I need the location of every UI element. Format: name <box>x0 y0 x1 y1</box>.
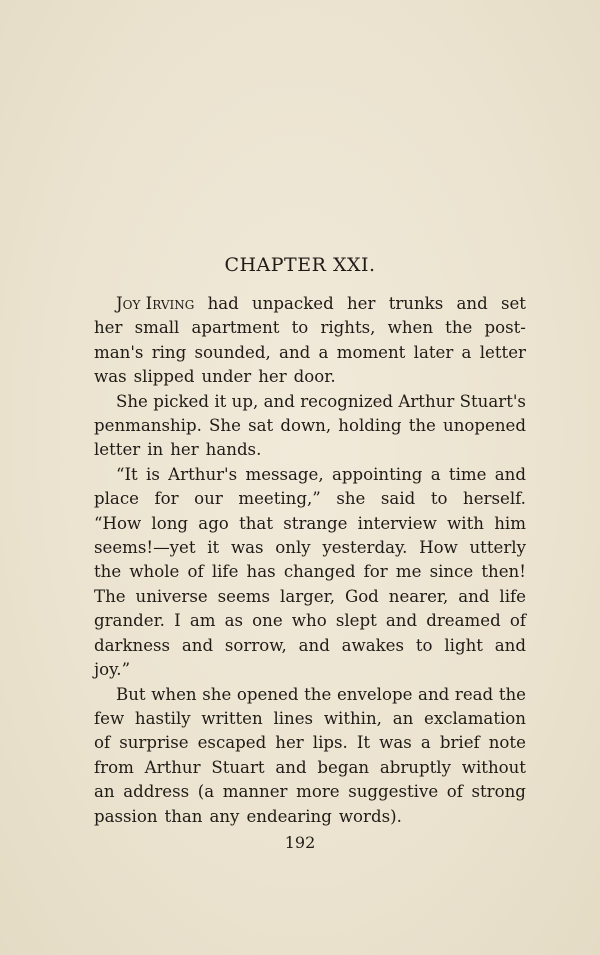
word: whole <box>129 562 180 582</box>
word: was <box>94 367 127 387</box>
word: she <box>336 489 366 509</box>
word: strong <box>471 782 526 802</box>
word: apartment <box>191 318 280 338</box>
text-line <box>94 634 526 658</box>
word: him <box>494 513 526 533</box>
word: the <box>94 562 122 582</box>
word: of <box>187 562 204 582</box>
word: appointing <box>331 464 423 484</box>
word: it <box>207 538 220 558</box>
word: opened <box>236 684 299 704</box>
word: Arthur <box>144 757 201 777</box>
word: abruptly <box>379 757 451 777</box>
word: nearer, <box>388 586 449 606</box>
word: letter <box>479 342 526 362</box>
word: when <box>151 684 197 704</box>
text-line <box>94 292 526 316</box>
word: awakes <box>341 635 405 655</box>
word: door. <box>293 367 336 387</box>
word: life <box>211 562 239 582</box>
word: and <box>458 586 490 606</box>
word: of <box>446 782 463 802</box>
word: the <box>445 318 473 338</box>
word: suggestive <box>348 782 439 802</box>
word: was <box>379 733 412 753</box>
word: a <box>461 342 472 362</box>
word: her <box>170 440 199 460</box>
word: Stuart's <box>459 391 526 411</box>
word: and <box>494 464 526 484</box>
word: joy.” <box>94 660 131 680</box>
word: from <box>94 757 134 777</box>
word: her <box>346 294 376 313</box>
word: and <box>181 635 214 655</box>
word: to <box>415 635 433 655</box>
word: strange <box>283 513 348 533</box>
word: and <box>263 391 295 411</box>
word: life <box>499 586 526 606</box>
word: her <box>258 367 287 387</box>
word: than <box>164 806 203 826</box>
text-line <box>94 414 526 438</box>
word: sorrow, <box>224 635 287 655</box>
word: written <box>201 708 263 728</box>
word: to <box>430 489 448 509</box>
word: and <box>385 611 418 631</box>
word: How <box>419 538 458 558</box>
word: lips. <box>312 733 348 753</box>
word: Stuart <box>211 757 265 777</box>
text-line <box>94 658 526 682</box>
word: an <box>392 708 414 728</box>
text-line <box>94 487 526 511</box>
word: herself. <box>463 489 526 509</box>
word: she <box>202 684 232 704</box>
word: small <box>134 318 180 338</box>
word: a <box>420 733 431 753</box>
word: was <box>230 538 264 558</box>
text-line <box>94 731 526 755</box>
word: interview <box>357 513 437 533</box>
word: light <box>444 635 483 655</box>
word: of <box>509 611 526 631</box>
word: rights, <box>320 318 376 338</box>
text-line <box>94 780 526 804</box>
word: has <box>246 562 276 582</box>
word: picked <box>153 391 209 411</box>
paragraph <box>94 292 526 390</box>
text-line <box>94 438 526 462</box>
chapter-heading: CHAPTER XXI. <box>224 254 376 276</box>
word: for <box>363 562 388 582</box>
word: escaped <box>197 733 267 753</box>
word: down, <box>280 416 332 436</box>
word: a <box>318 342 329 362</box>
word: moment <box>336 342 406 362</box>
word: grander. <box>94 611 165 631</box>
word: one <box>252 611 283 631</box>
word: seems <box>217 586 271 606</box>
word: (a <box>197 782 215 802</box>
word: It <box>356 733 371 753</box>
word: then! <box>481 562 526 582</box>
word: address <box>123 782 190 802</box>
word: a <box>430 464 441 484</box>
word: and <box>279 342 311 362</box>
word: endearing <box>246 806 332 826</box>
word: larger, <box>280 586 335 606</box>
word: as <box>224 611 244 631</box>
paragraph <box>94 463 526 683</box>
body-text <box>94 292 526 829</box>
word: few <box>94 708 125 728</box>
word: time <box>448 464 487 484</box>
word: words). <box>338 806 402 826</box>
word: exclamation <box>424 708 526 728</box>
word: her <box>94 318 123 338</box>
text-line <box>94 585 526 609</box>
word: “It <box>116 464 138 484</box>
word: and <box>456 294 488 313</box>
word: But <box>116 684 146 704</box>
word: dreamed <box>426 611 501 631</box>
word: only <box>275 538 311 558</box>
word: place <box>94 489 139 509</box>
word: passion <box>94 806 158 826</box>
word: and <box>298 635 330 655</box>
word: She <box>116 391 148 411</box>
word: Arthur's <box>168 464 238 484</box>
word: I <box>174 611 181 631</box>
word: me <box>395 562 422 582</box>
word: began <box>317 757 370 777</box>
word: “How <box>94 513 142 533</box>
word: who <box>291 611 327 631</box>
word: and <box>275 757 307 777</box>
word: darkness <box>94 635 171 655</box>
word: man's <box>94 342 144 362</box>
page-number: 192 <box>284 833 316 852</box>
word: under <box>201 367 252 387</box>
word: slept <box>335 611 377 631</box>
word: holding <box>338 416 402 436</box>
word: since <box>429 562 474 582</box>
word: sat <box>248 416 274 436</box>
word: when <box>387 318 434 338</box>
word: am <box>189 611 216 631</box>
word: lines <box>273 708 314 728</box>
word: any <box>209 806 240 826</box>
word: Arthur <box>398 391 455 411</box>
text-line <box>94 316 526 340</box>
word: to <box>291 318 309 338</box>
word: and <box>494 635 526 655</box>
word: The <box>94 586 126 606</box>
word: message, <box>245 464 324 484</box>
word: unopened <box>443 416 526 436</box>
word: trunks <box>388 294 444 313</box>
word: brief <box>439 733 480 753</box>
word: recognized <box>300 391 394 411</box>
word: had <box>207 294 239 313</box>
word: up, <box>231 391 259 411</box>
word: ring <box>151 342 187 362</box>
word: seems!—yet <box>94 538 196 558</box>
text-line <box>94 683 526 707</box>
word: her <box>275 733 304 753</box>
word: manner <box>222 782 288 802</box>
text-line <box>94 365 526 389</box>
word: slipped <box>133 367 195 387</box>
word: note <box>488 733 526 753</box>
word: that <box>239 513 273 533</box>
word: letter <box>94 440 141 460</box>
word: our <box>194 489 223 509</box>
word: sounded, <box>194 342 271 362</box>
text-line <box>94 560 526 584</box>
word: ago <box>198 513 229 533</box>
word: hastily <box>134 708 191 728</box>
word: unpacked <box>252 294 334 313</box>
word: Joy Irving <box>116 294 195 313</box>
word: surprise <box>119 733 189 753</box>
word: more <box>296 782 340 802</box>
text-line <box>94 805 526 829</box>
word: She <box>209 416 241 436</box>
text-line <box>94 390 526 414</box>
word: for <box>154 489 179 509</box>
word: later <box>413 342 454 362</box>
word: envelope <box>336 684 413 704</box>
paragraph <box>94 390 526 463</box>
word: God <box>344 586 379 606</box>
word: penmanship. <box>94 416 202 436</box>
word: the <box>498 684 526 704</box>
word: hands. <box>205 440 262 460</box>
word: and <box>418 684 450 704</box>
text-line <box>94 463 526 487</box>
word: the <box>304 684 332 704</box>
word: it <box>214 391 227 411</box>
text-line <box>94 512 526 536</box>
word: is <box>146 464 160 484</box>
word: utterly <box>469 538 526 558</box>
text-line <box>94 707 526 731</box>
word: of <box>94 733 111 753</box>
text-line <box>94 341 526 365</box>
word: read <box>454 684 494 704</box>
word: within, <box>323 708 382 728</box>
word: said <box>380 489 416 509</box>
word: in <box>147 440 164 460</box>
word: changed <box>283 562 356 582</box>
word: an <box>94 782 115 802</box>
text-line <box>94 609 526 633</box>
word: meeting,” <box>238 489 321 509</box>
paragraph <box>94 683 526 829</box>
word: with <box>447 513 484 533</box>
word: without <box>461 757 526 777</box>
word: the <box>408 416 436 436</box>
text-line <box>94 536 526 560</box>
word: yesterday. <box>322 538 408 558</box>
word: set <box>500 294 526 313</box>
word: universe <box>135 586 208 606</box>
word: long <box>151 513 189 533</box>
text-line <box>94 756 526 780</box>
word: post- <box>484 318 526 338</box>
